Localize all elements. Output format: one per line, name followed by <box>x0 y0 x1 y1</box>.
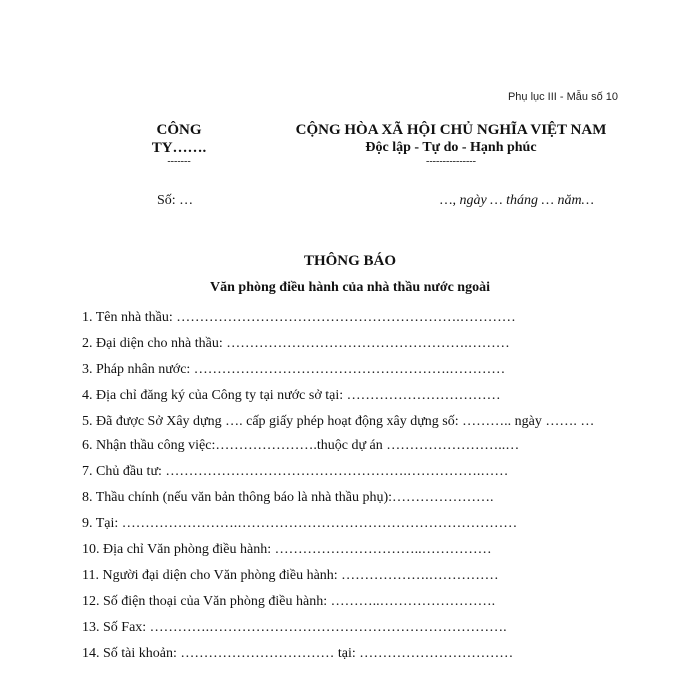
motto-underline: --------------- <box>426 156 476 167</box>
field-location: 9. Tại: …………………….…………………………………………………… <box>82 516 518 531</box>
document-date: …, ngày … tháng … năm… <box>440 193 595 208</box>
document-title: THÔNG BÁO <box>303 253 397 269</box>
national-heading <box>286 121 616 167</box>
company-name: CÔNG TY……. <box>151 122 207 156</box>
company-block <box>131 121 227 167</box>
field-main-contractor: 8. Thầu chính (nếu văn bản thông báo là nhà thầu phụ):…………………. <box>82 490 494 505</box>
field-contractor-representative: 2. Đại diện cho nhà thầu: …………………………………………….……… <box>82 336 510 351</box>
field-contractor-name: 1. Tên nhà thầu: …………………………………………………….………… <box>82 310 516 325</box>
field-construction-license: 5. Đã được Sở Xây dựng …. cấp giấy phép hoạt động xây dựng số: ……….. ngày ……. … <box>82 414 595 429</box>
field-legal-entity-country: 3. Pháp nhân nước: ……………………………………………….………… <box>82 362 506 377</box>
field-fax: 13. Số Fax: ………….………………………………………………………. <box>82 620 507 635</box>
republic-title: CỘNG HÒA XÃ HỘI CHỦ NGHĨA VIỆT NAM <box>295 122 607 138</box>
annex-label: Phụ lục III - Mẫu số 10 <box>507 91 618 103</box>
field-office-phone: 12. Số điện thoại của Văn phòng điều hành: ………..……………………. <box>82 594 496 609</box>
national-motto: Độc lập - Tự do - Hạnh phúc <box>365 140 537 155</box>
company-underline: ------- <box>167 156 191 167</box>
field-office-address: 10. Địa chỉ Văn phòng điều hành: …………………………..…………… <box>82 542 492 557</box>
field-investor: 7. Chủ đầu tư: …………………………………………….…………….…… <box>82 464 509 479</box>
document-subtitle: Văn phòng điều hành của nhà thầu nước ngoài <box>210 280 490 295</box>
field-office-representative: 11. Người đại diện cho Văn phòng điều hành: ……………….…………… <box>82 568 499 583</box>
field-bank-account: 14. Số tài khoản: …………………………… tại: …………………………… <box>82 646 514 661</box>
field-contracted-work: 6. Nhận thầu công việc:………………….thuộc dự án ……………………..… <box>82 438 520 453</box>
form-fields <box>82 309 622 671</box>
field-registered-address: 4. Địa chỉ đăng ký của Công ty tại nước sở tại: …………………………… <box>82 388 501 403</box>
document-number: Số: … <box>157 193 194 208</box>
